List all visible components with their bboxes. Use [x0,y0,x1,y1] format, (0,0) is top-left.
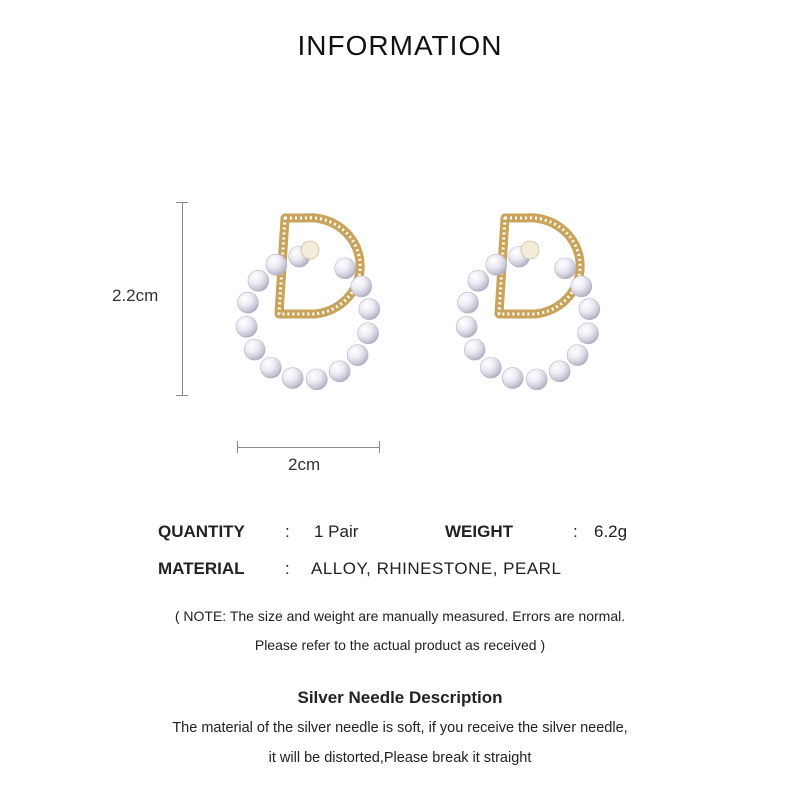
pearl [244,339,265,360]
silver-needle-line-1: The material of the silver needle is soft, if you receive the silver needle, [172,720,628,736]
earring-left [236,218,380,390]
stud-pearl [521,241,539,259]
pearl [526,369,547,390]
material-label: MATERIAL [158,559,245,578]
silver-needle-line-2: it will be distorted,Please break it straight [268,750,532,766]
pearl [457,292,478,313]
silver-needle-title: Silver Needle Description [297,688,503,707]
pearl [359,299,380,320]
material-separator: : [285,559,290,578]
quantity-separator: : [285,522,290,541]
pearl [351,276,372,297]
weight-label: WEIGHT [445,522,513,541]
material-value: ALLOY, RHINESTONE, PEARL [311,559,562,578]
pearl [502,368,523,389]
pearl [282,368,303,389]
note-line-1: ( NOTE: The size and weight are manually measured. Errors are normal. [174,608,626,624]
pearl [456,316,477,337]
pearl [549,361,570,382]
pearl [578,323,599,344]
weight-value: 6.2g [594,522,628,541]
width-dimension-label: 2cm [288,455,321,474]
pearl [571,276,592,297]
height-dimension-label: 2.2cm [112,286,159,305]
pearl [237,292,258,313]
stud-pearl [301,241,319,259]
note-line-2: Please refer to the actual product as received ) [254,637,546,653]
pearl [579,299,600,320]
pearl [464,339,485,360]
earring-right [456,218,600,390]
page-title: INFORMATION [297,30,503,61]
pearl [329,361,350,382]
quantity-value: 1 Pair [314,522,359,541]
pearl [480,357,501,378]
pearl [266,254,287,275]
pearl [236,316,257,337]
pearl [468,270,489,291]
pearl [260,357,281,378]
pearl [347,345,368,366]
pearl [248,270,269,291]
pearl [358,323,379,344]
pearl [567,345,588,366]
pearl [306,369,327,390]
weight-separator: : [573,522,578,541]
pearl [555,258,576,279]
quantity-label: QUANTITY [158,522,245,541]
pearl [486,254,507,275]
pearl [335,258,356,279]
